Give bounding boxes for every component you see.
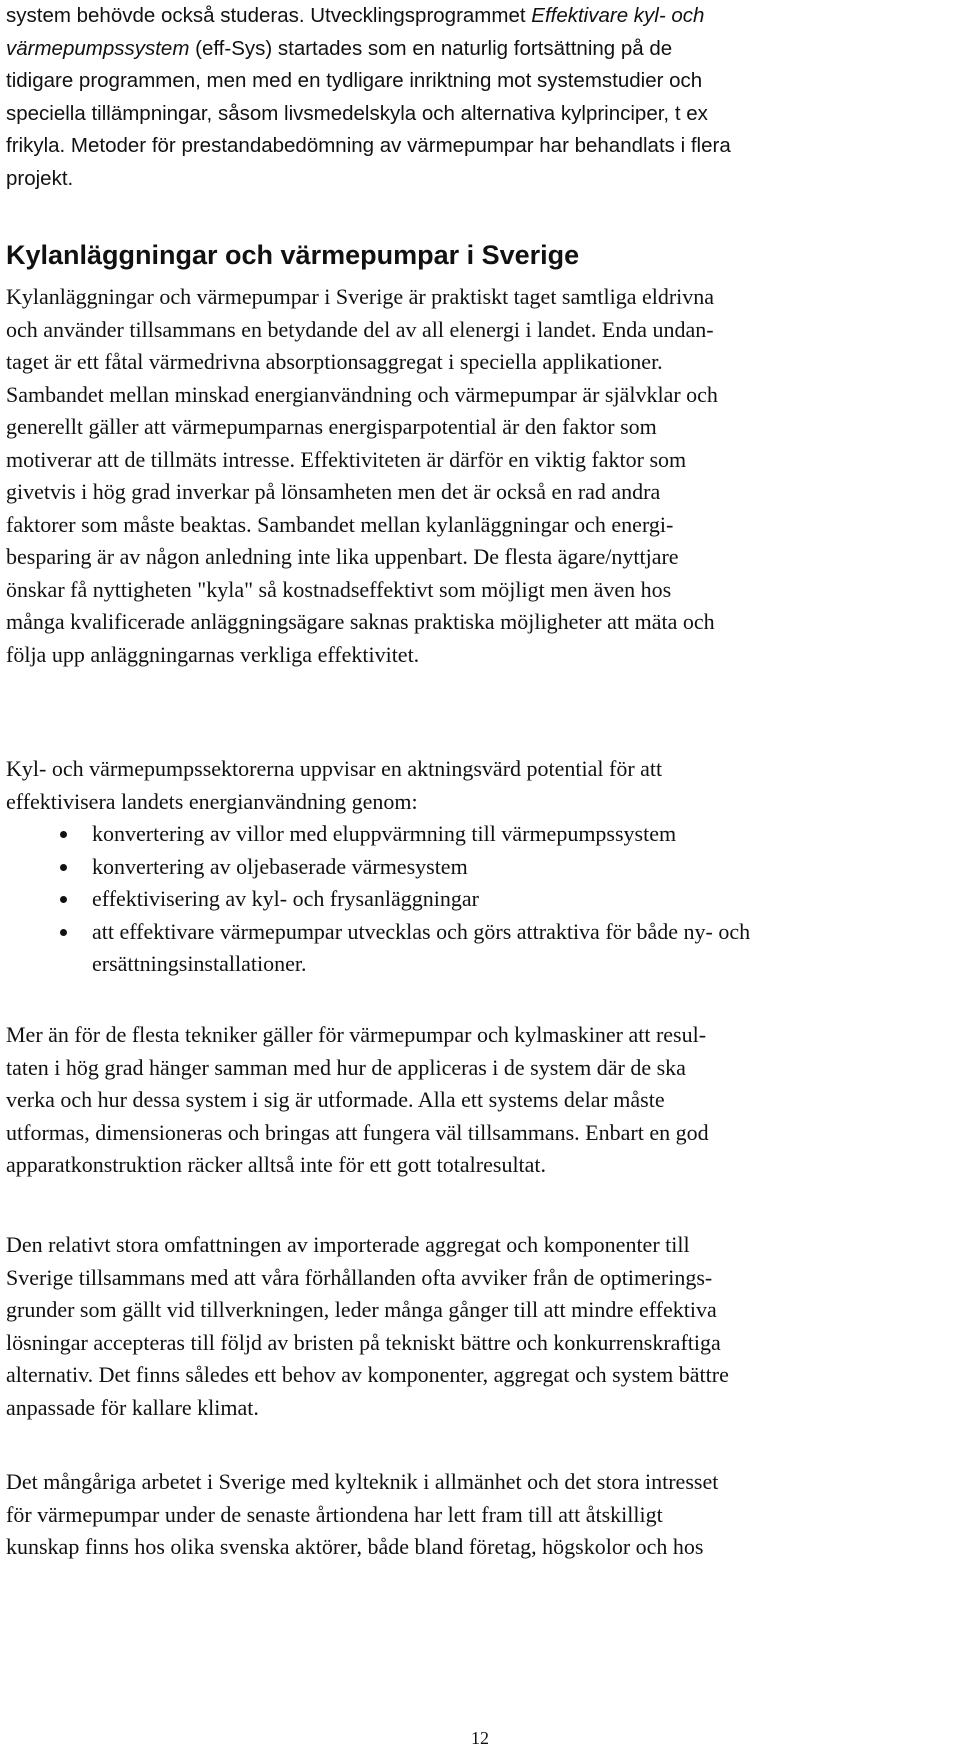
paragraph-line: Det mångåriga arbetet i Sverige med kylteknik i allmänhet och det stora intresset <box>6 1469 719 1494</box>
paragraph-line: generellt gäller att värmepumparnas energisparpotential är den faktor som <box>6 414 657 439</box>
paragraph-line: för värmepumpar under de senaste årtiondena har lett fram till att åtskilligt <box>6 1501 663 1527</box>
page-number: 12 <box>471 1728 489 1748</box>
paragraph-line: besparing är av någon anledning inte lika uppenbart. De flesta ägare/nyttjare <box>6 544 679 569</box>
paragraph-line: Sambandet mellan minskad energianvändning och värmepumpar är självklar och <box>6 381 718 407</box>
paragraph-line: följa upp anläggningarnas verkliga effektivitet. <box>6 641 420 667</box>
paragraph-line: utformas, dimensioneras och bringas att fungera väl tillsammans. Enbart en god <box>6 1119 709 1145</box>
paragraph-line: grunder som gällt vid tillverkningen, leder många gånger till att mindre effektiva <box>6 1297 717 1322</box>
intro-line: projekt. <box>6 166 74 190</box>
paragraph-line: Sverige tillsammans med att våra förhållanden ofta avviker från de optimerings- <box>6 1264 713 1290</box>
intro-line: frikyla. Metoder för prestandabedömning av värmepumpar har behandlats i flera <box>6 134 731 157</box>
paragraph-line: många kvalificerade anläggningsägare saknas praktiska möjligheter att mäta och <box>6 609 715 634</box>
intro-line <box>6 33 731 66</box>
paragraph-line: Mer än för de flesta tekniker gäller för värmepumpar och kylmaskiner att resul- <box>6 1022 707 1047</box>
intro-text: system behövde också studeras. Utvecklingsprogrammet <box>6 4 532 27</box>
paragraph-line: alternativ. Det finns således ett behov av komponenter, aggregat och system bättre <box>6 1362 729 1387</box>
program-name-italic: värmepumpssystem <box>6 36 190 60</box>
paragraph-line: Kyl- och värmepumpssektorerna uppvisar en aktningsvärd potential för att <box>6 756 663 781</box>
list-item: att effektivare värmepumpar utvecklas och görs attraktiva för både ny- och <box>0 916 750 949</box>
paragraph-line: faktorer som måste beaktas. Sambandet mellan kylanläggningar och energi- <box>6 511 674 537</box>
section-heading: Kylanläggningar och värmepumpar i Sverige <box>6 240 580 270</box>
bullet-list <box>0 818 750 981</box>
list-item: konvertering av villor med eluppvärmning till värmepumpssystem <box>0 818 750 851</box>
intro-line: tidigare programmen, men med en tydligare inriktning mot systemstudier och <box>6 69 703 92</box>
intro-line: speciella tillämpningar, såsom livsmedelskyla och alternativa kylprinciper, t ex <box>6 101 708 125</box>
paragraph-line: Kylanläggningar och värmepumpar i Sverige är praktiskt taget samtliga eldrivna <box>6 284 715 309</box>
paragraph-line: anpassade för kallare klimat. <box>6 1394 259 1420</box>
paragraph-4 <box>6 1229 729 1424</box>
paragraph-line: lösningar accepteras till följd av bristen på tekniskt bättre och konkurrenskraftiga <box>6 1329 721 1355</box>
list-item: effektivisering av kyl- och frysanläggningar <box>0 883 750 916</box>
list-item-continuation: ersättningsinstallationer. <box>92 951 307 976</box>
paragraph-line: effektivisera landets energianvändning genom: <box>6 788 418 814</box>
intro-line <box>6 0 731 33</box>
paragraph-line: kunskap finns hos olika svenska aktörer, både bland företag, högskolor och hos <box>6 1534 704 1559</box>
paragraph-line: önskar få nyttigheten "kyla" så kostnadseffektivt som möjligt men även hos <box>6 576 672 602</box>
paragraph-2 <box>6 753 662 818</box>
paragraph-line: taget är ett fåtal värmedrivna absorptionsaggregat i speciella applikationer. <box>6 349 663 374</box>
paragraph-1 <box>6 281 718 671</box>
paragraph-line: givetvis i hög grad inverkar på lönsamheten men det är också en rad andra <box>6 479 661 504</box>
paragraph-line: och använder tillsammans en betydande del av all elenergi i landet. Enda undan- <box>6 316 714 342</box>
intro-text: (eff-Sys) startades som en naturlig fortsättning på de <box>189 36 673 60</box>
list-item: konvertering av oljebaserade värmesystem <box>0 851 750 884</box>
paragraph-line: apparatkonstruktion räcker alltså inte för ett gott totalresultat. <box>6 1152 547 1177</box>
paragraph-line: motiverar att de tillmäts intresse. Effektiviteten är därför en viktig faktor som <box>6 446 687 472</box>
paragraph-5 <box>6 1466 718 1564</box>
paragraph-line: verka och hur dessa system i sig är utformade. Alla ett systems delar måste <box>6 1087 665 1112</box>
paragraph-3 <box>6 1019 709 1182</box>
paragraph-line: Den relativt stora omfattningen av importerade aggregat och komponenter till <box>6 1232 690 1257</box>
program-name-italic: Effektivare kyl- och <box>531 4 705 27</box>
paragraph-line: taten i hög grad hänger samman med hur de appliceras i de system där de ska <box>6 1054 686 1080</box>
intro-paragraph <box>6 0 731 195</box>
